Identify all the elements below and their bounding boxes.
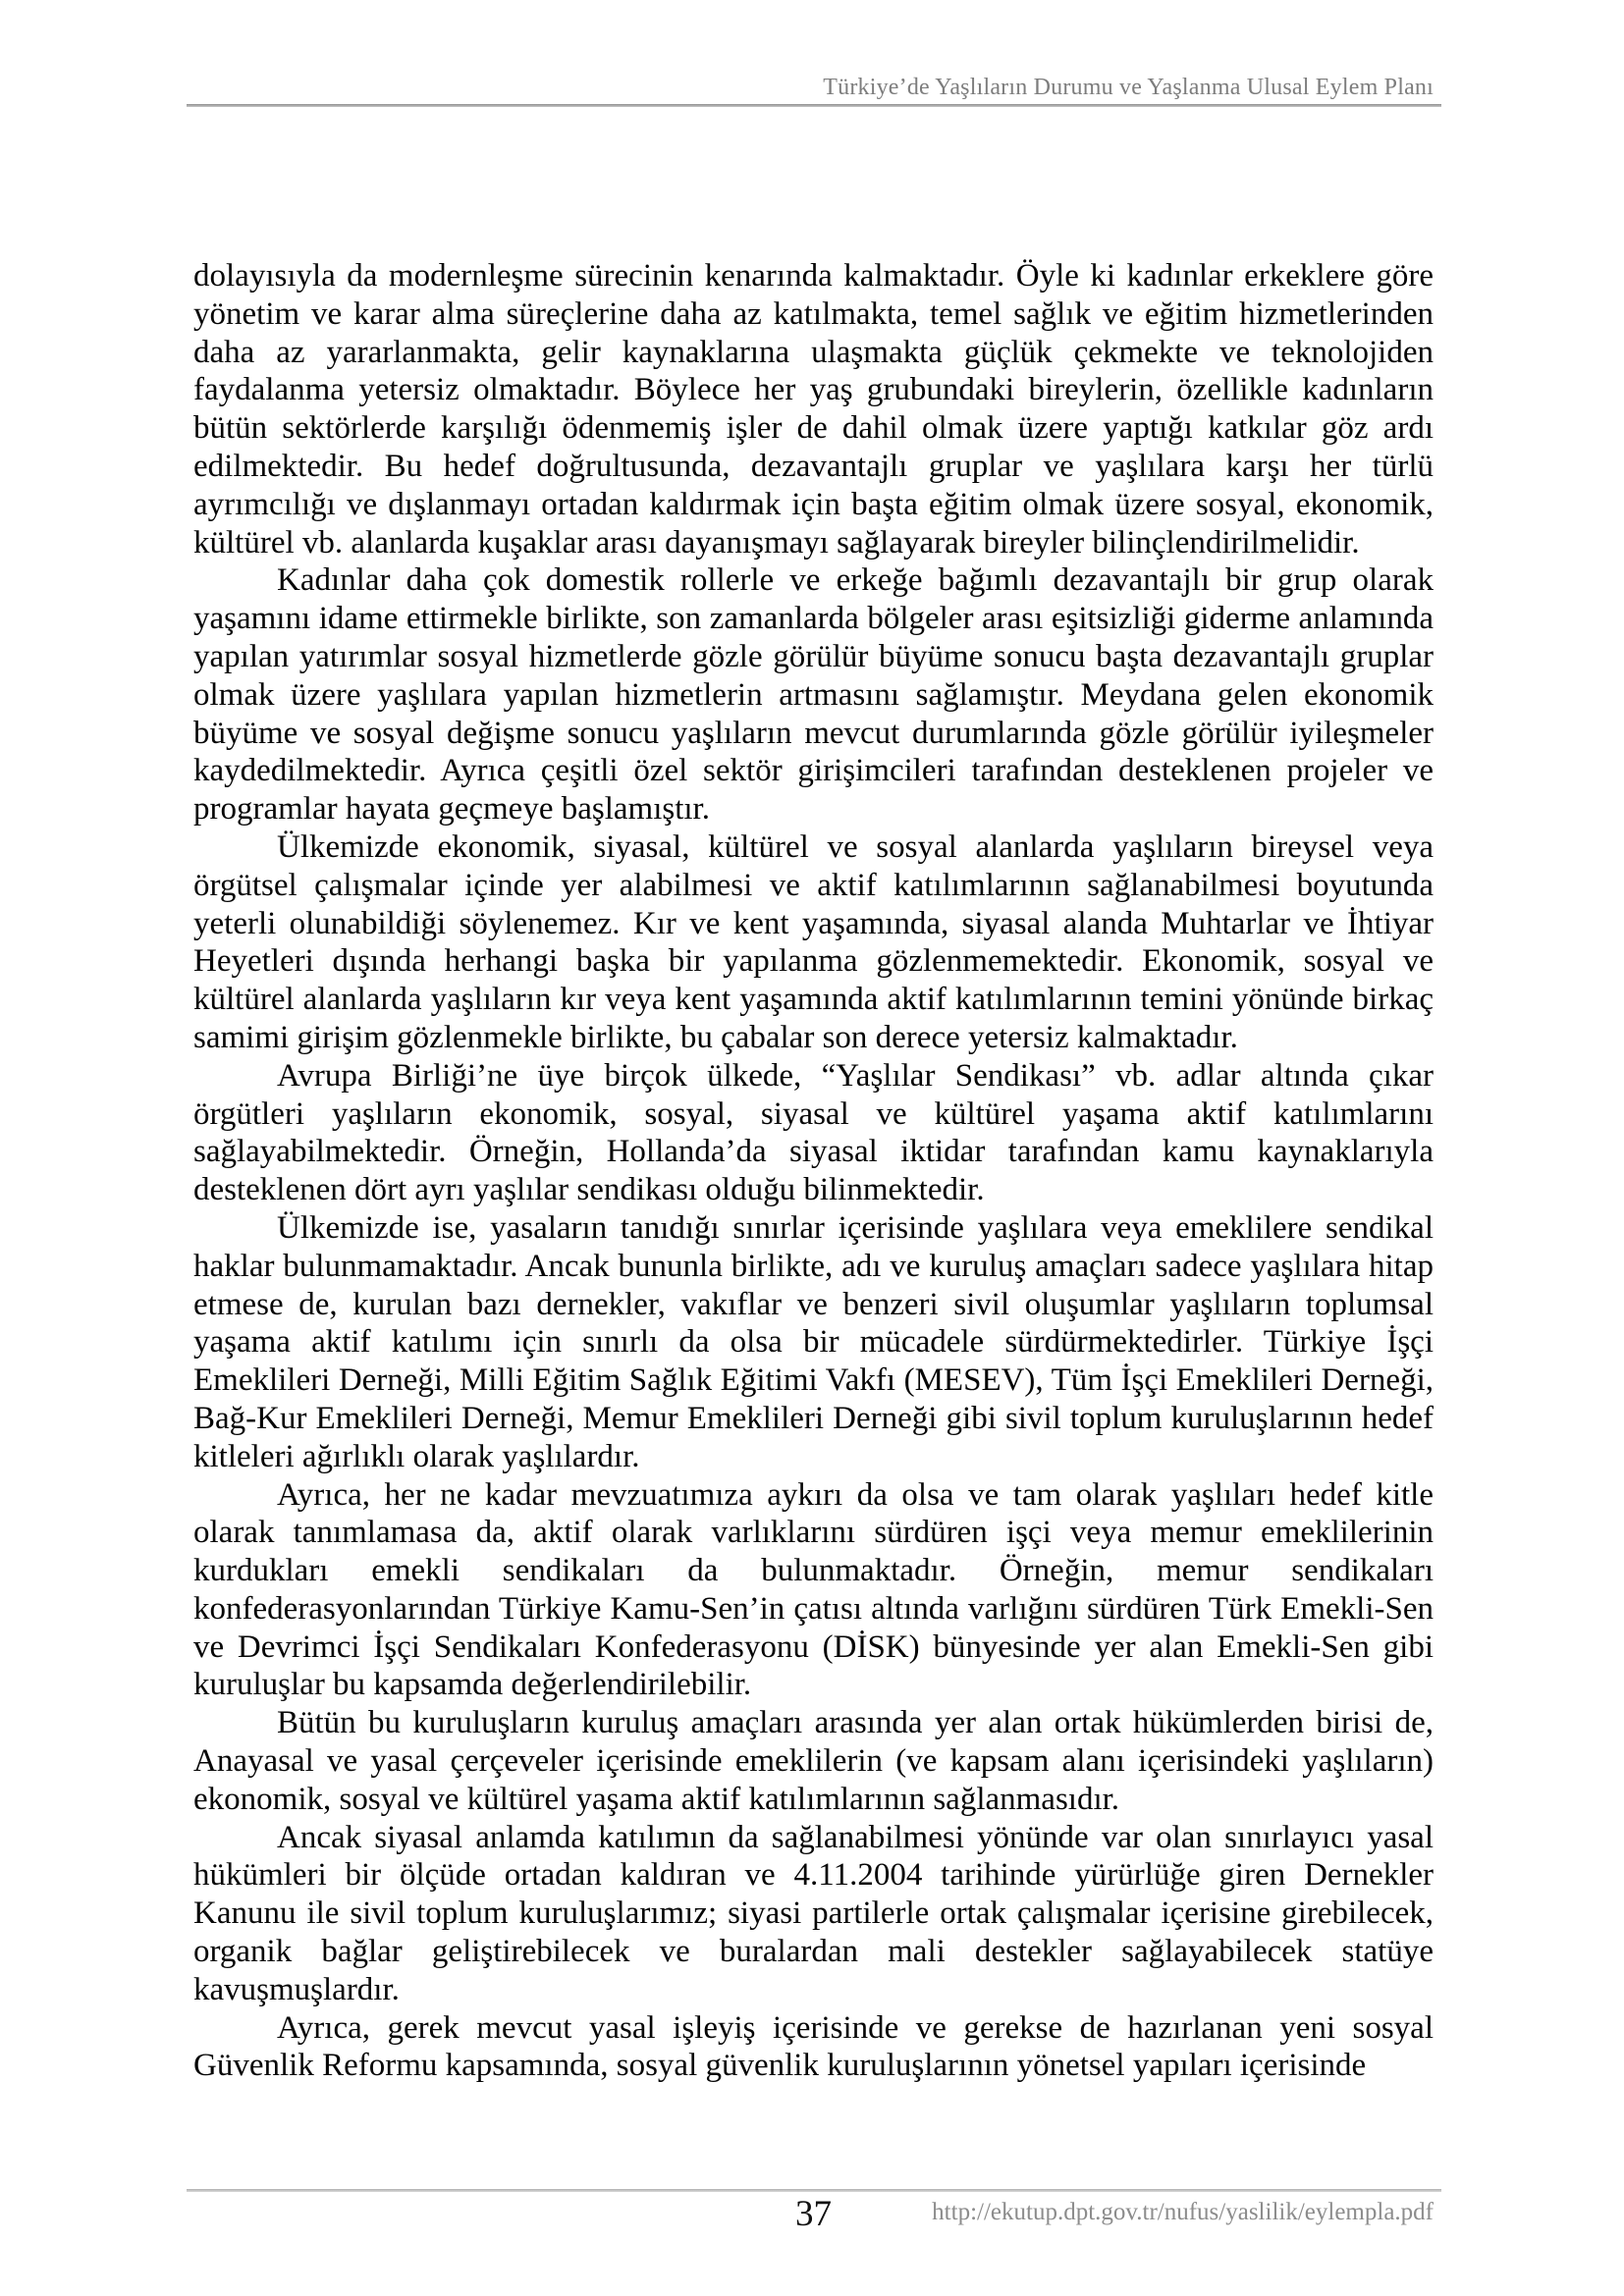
- footer-source-url: http://ekutup.dpt.gov.tr/nufus/yaslilik/eylempla.pdf: [932, 2199, 1434, 2225]
- body-paragraph: Avrupa Birliği’ne üye birçok ülkede, “Yaşlılar Sendikası” vb. adlar altında çıkar örgütleri yaşlıların ekonomik, sosyal, siyasal ve kültürel yaşama aktif katılımlarını sağlayabilmektedir. Örneğin, Hollanda’da siyasal iktidar tarafından kamu kaynaklarıyla desteklenen dört ayrı yaşlılar sendikası olduğu bilinmektedir.: [193, 1057, 1434, 1208]
- footer-rule: [187, 2189, 1441, 2192]
- body-paragraph: Kadınlar daha çok domestik rollerle ve erkeğe bağımlı dezavantajlı bir grup olarak yaşamını idame ettirmekle birlikte, son zamanlarda bölgeler arası eşitsizliği giderme anlamında yapılan yatırımlar sosyal hizmetlerde gözle görülür büyüme sonucu başta dezavantajlı gruplar olmak üzere yaşlılara yapılan hizmetlerin artmasını sağlamıştır. Meydana gelen ekonomik büyüme ve sosyal değişme sonucu yaşlıların mevcut durumlarında gözle görülür iyileşmeler kaydedilmektedir. Ayrıca çeşitli özel sektör girişimcileri tarafından desteklenen projeler ve programlar hayata geçmeye başlamıştır.: [193, 562, 1434, 828]
- document-body: [193, 257, 1434, 2085]
- body-paragraph: dolayısıyla da modernleşme sürecinin kenarında kalmaktadır. Öyle ki kadınlar erkeklere göre yönetim ve karar alma süreçlerine daha az katılmakta, temel sağlık ve eğitim hizmetlerinden daha az yararlanmakta, gelir kaynaklarına ulaşmakta güçlük çekmekte ve teknolojiden faydalanma yetersiz olmaktadır. Böylece her yaş grubundaki bireylerin, özellikle kadınların bütün sektörlerde karşılığı ödenmemiş işler de dahil olmak üzere yaptığı katkılar göz ardı edilmektedir. Bu hedef doğrultusunda, dezavantajlı gruplar ve yaşlılara karşı her türlü ayrımcılığı ve dışlanmayı ortadan kaldırmak için başta eğitim olmak üzere sosyal, ekonomik, kültürel vb. alanlarda kuşaklar arası dayanışmayı sağlayarak bireyler bilinçlendirilmelidir.: [193, 258, 1434, 561]
- body-paragraph: Ayrıca, her ne kadar mevzuatımıza aykırı da olsa ve tam olarak yaşlıları hedef kitle olarak tanımlamasa da, aktif olarak varlıklarını sürdüren işçi veya memur emeklilerinin kurdukları emekli sendikaları da bulunmaktadır. Örneğin, memur sendikaları konfederasyonlarından Türkiye Kamu-Sen’in çatısı altında varlığını sürdüren Türk Emekli-Sen ve Devrimci İşçi Sendikaları Konfederasyonu (DİSK) bünyesinde yer alan Emekli-Sen gibi kuruluşlar bu kapsamda değerlendirilebilir.: [193, 1476, 1434, 1703]
- page-number: 37: [795, 2194, 832, 2234]
- body-paragraph: Ülkemizde ise, yasaların tanıdığı sınırlar içerisinde yaşlılara veya emeklilere sendikal haklar bulunmamaktadır. Ancak bununla birlikte, adı ve kuruluş amaçları sadece yaşlılara hitap etmese de, kurulan bazı dernekler, vakıflar ve benzeri sivil oluşumlar yaşlıların toplumsal yaşama aktif katılımı için sınırlı da olsa bir mücadele sürdürmektedirler. Türkiye İşçi Emeklileri Derneği, Milli Eğitim Sağlık Eğitimi Vakfı (MESEV), Tüm İşçi Emeklileri Derneği, Bağ-Kur Emeklileri Derneği, Memur Emeklileri Derneği gibi sivil toplum kuruluşlarının hedef kitleleri ağırlıklı olarak yaşlılardır.: [193, 1209, 1434, 1474]
- running-header-title: Türkiye’de Yaşlıların Durumu ve Yaşlanma Ulusal Eylem Planı: [823, 75, 1434, 100]
- header-rule: [187, 104, 1441, 107]
- body-paragraph: Bütün bu kuruluşların kuruluş amaçları arasında yer alan ortak hükümlerden birisi de, Anayasal ve yasal çerçeveler içerisinde emeklilerin (ve kapsam alanı içerisindeki yaşlıların) ekonomik, sosyal ve kültürel yaşama aktif katılımlarının sağlanmasıdır.: [193, 1705, 1434, 1817]
- body-paragraph: Ayrıca, gerek mevcut yasal işleyiş içerisinde ve gerekse de hazırlanan yeni sosyal Güvenlik Reformu kapsamında, sosyal güvenlik kuruluşlarının yönetsel yapıları içerisinde: [193, 2009, 1434, 2084]
- body-paragraph: Ülkemizde ekonomik, siyasal, kültürel ve sosyal alanlarda yaşlıların bireysel veya örgütsel çalışmalar içinde yer alabilmesi ve aktif katılımlarının sağlanabilmesi boyutunda yeterli olunabildiği söylenemez. Kır ve kent yaşamında, siyasal alanda Muhtarlar ve İhtiyar Heyetleri dışında herhangi başka bir yapılanma gözlenmemektedir. Ekonomik, sosyal ve kültürel alanlarda yaşlıların kır veya kent yaşamında aktif katılımlarının temini yönünde birkaç samimi girişim gözlenmekle birlikte, bu çabalar son derece yetersiz kalmaktadır.: [193, 828, 1434, 1055]
- body-paragraph: Ancak siyasal anlamda katılımın da sağlanabilmesi yönünde var olan sınırlayıcı yasal hükümleri bir ölçüde ortadan kaldıran ve 4.11.2004 tarihinde yürürlüğe giren Dernekler Kanunu ile sivil toplum kuruluşlarımız; siyasi partilerle ortak çalışmalar içerisine girebilecek, organik bağlar geliştirebilecek ve buralardan mali destekler sağlayabilecek statüye kavuşmuşlardır.: [193, 1819, 1434, 2007]
